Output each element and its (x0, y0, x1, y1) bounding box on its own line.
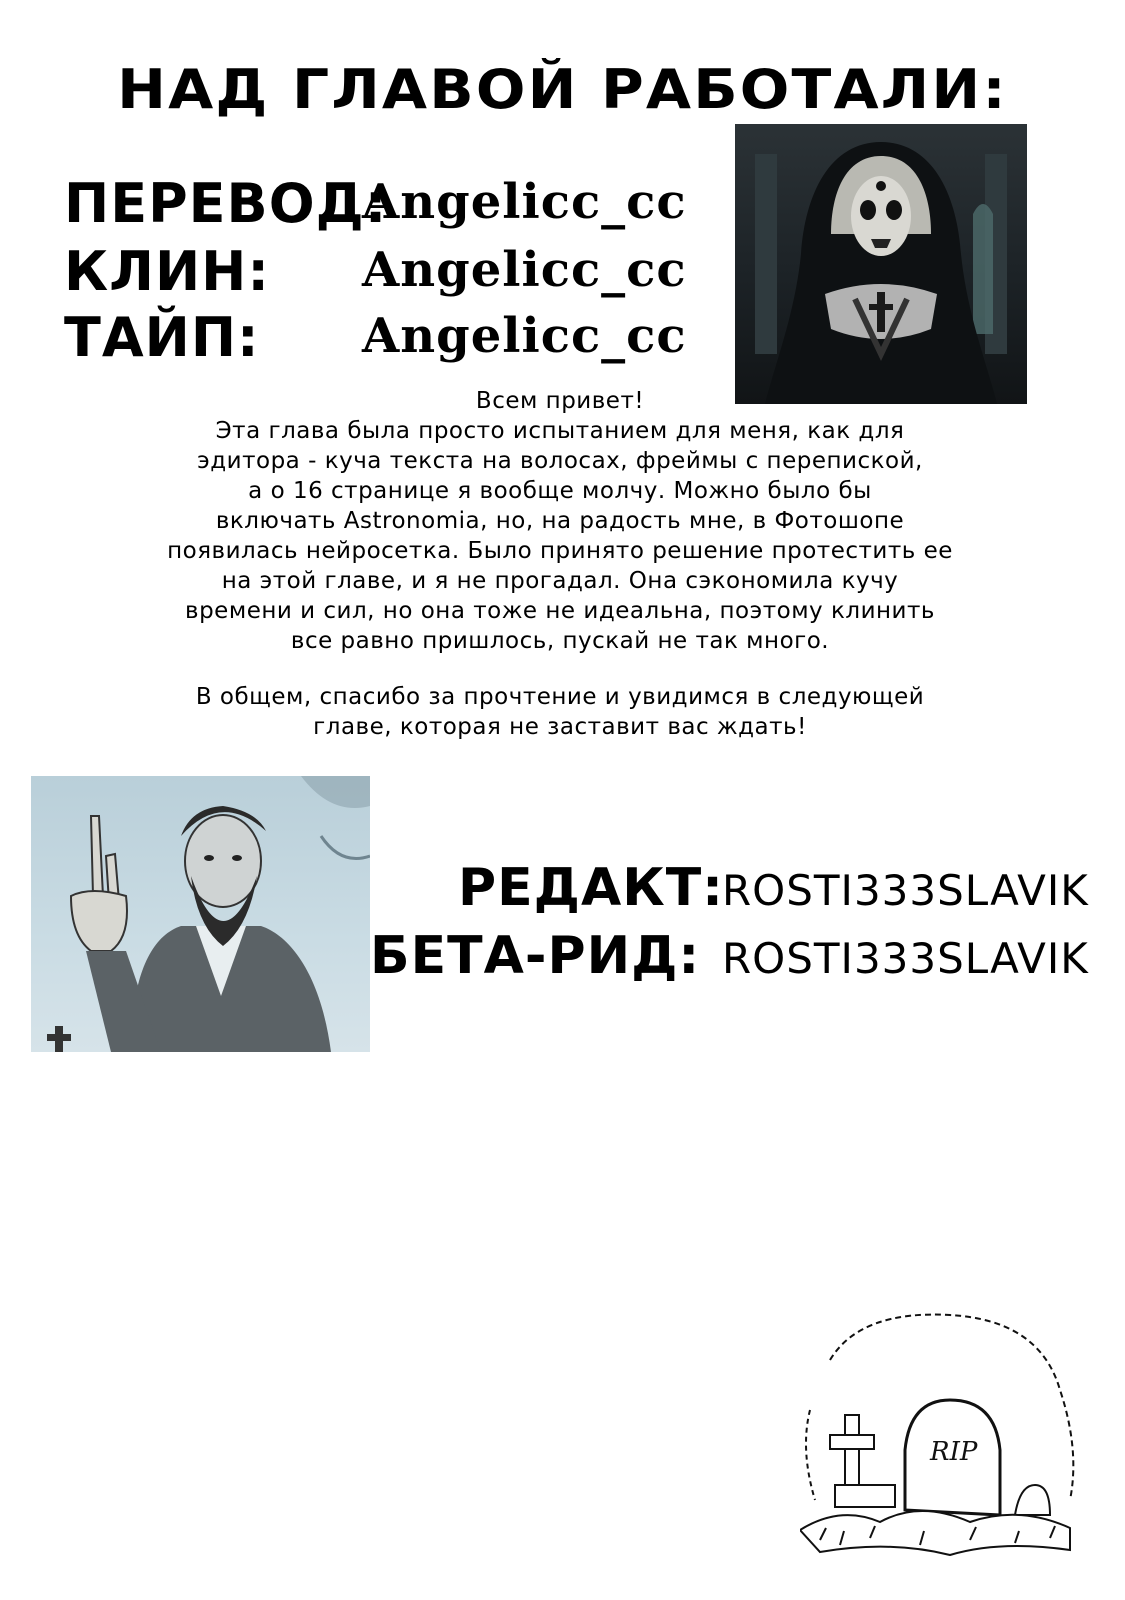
nun-illustration (735, 124, 1027, 404)
message-line: появилась нейросетка. Было принято решение протестить ее (167, 538, 953, 564)
message-greeting: Всем привет! (475, 388, 645, 414)
gravestone-drawing (800, 1300, 1090, 1570)
credit-row-beta-read (370, 926, 1120, 996)
gravestone-sketch (800, 1300, 1090, 1570)
credit-row-translation (64, 172, 704, 242)
message-line: эдитора - куча текста на волосах, фреймы с перепиской, (197, 448, 923, 474)
grave-inscription: RIP (930, 1437, 978, 1467)
man-drawing (31, 776, 370, 1052)
message-line: все равно пришлось, пускай не так много. (290, 628, 830, 654)
credit-role: ПЕРЕВОД: (64, 172, 388, 235)
credit-row-edit (370, 858, 1120, 928)
message-line: а о 16 странице я вообще молчу. Можно было бы (248, 478, 872, 504)
credit-name: Angelicc_cc (362, 242, 687, 298)
bearded-man-illustration (31, 776, 370, 1052)
credit-role: РЕДАКТ: (458, 858, 724, 918)
editor-message (100, 386, 1020, 742)
message-line: на этой главе, и я не прогадал. Она сэкономила кучу (221, 568, 899, 594)
credit-role: КЛИН: (64, 240, 270, 303)
credit-role: БЕТА-РИД: (370, 926, 701, 986)
message-line: включать Astronomia, но, на радость мне, в Фотошопе (215, 508, 905, 534)
message-closing: главе, которая не заставит вас ждать! (313, 714, 807, 740)
credit-name: Angelicc_cc (362, 174, 687, 230)
nun-drawing (735, 124, 1027, 404)
credit-role: ТАЙП: (64, 306, 260, 369)
message-closing: В общем, спасибо за прочтение и увидимся в следующей (195, 684, 925, 710)
credit-row-clean (64, 240, 704, 310)
credit-name: Angelicc_cc (362, 308, 687, 364)
credit-name: ROSTI333SLAVIK (722, 866, 1089, 915)
message-line: времени и сил, но она тоже не идеальна, поэтому клинить (185, 598, 935, 624)
page-heading: НАД ГЛАВОЙ РАБОТАЛИ: (117, 58, 1008, 121)
credit-row-typeset (64, 306, 704, 376)
credit-name: ROSTI333SLAVIK (722, 934, 1089, 983)
message-line: Эта глава была просто испытанием для меня, как для (215, 418, 905, 444)
